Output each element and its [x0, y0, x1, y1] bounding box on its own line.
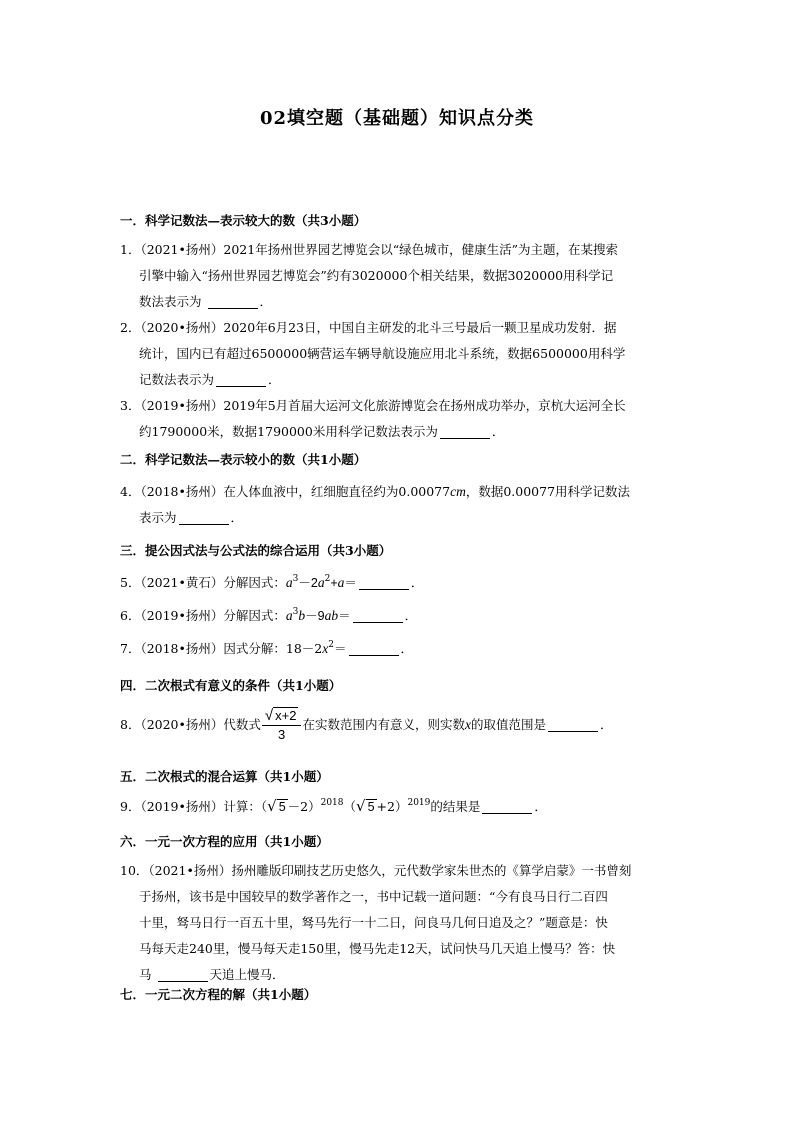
question-2	[120, 315, 680, 393]
math-var: a	[337, 575, 345, 590]
answer-blank[interactable]	[353, 608, 403, 623]
question-text: 记数法表示为	[139, 372, 215, 387]
punctuation: ．	[534, 799, 547, 814]
question-text: 约1790000米，数据1790000米用科学记数法表示为	[139, 424, 438, 439]
math-op: －9	[305, 609, 325, 623]
answer-blank[interactable]	[158, 967, 208, 982]
exponent: 3	[292, 574, 299, 584]
exponent: 2	[324, 574, 331, 584]
exponent: 2	[328, 640, 334, 650]
section-heading: 一．科学记数法—表示较大的数（共3小题）	[120, 213, 367, 228]
question-text: 表示为	[139, 510, 177, 525]
punctuation: ．	[230, 510, 244, 525]
answer-blank[interactable]	[179, 510, 229, 525]
question-text: 3．（2019•扬州）2019年5月首届大运河文化旅游博览会在扬州成功举办，京杭大运河全长	[120, 398, 626, 413]
math-var: x	[464, 717, 471, 732]
question-text: 马每天走240里，慢马每天走150里，慢马先走12天，试问快马几天追上慢马？答：快	[139, 941, 616, 956]
exponent: 3	[292, 607, 299, 617]
exponent: 2019	[407, 798, 431, 808]
punctuation: ．	[400, 641, 414, 656]
answer-blank[interactable]	[548, 717, 598, 732]
radicand: 5	[278, 800, 286, 814]
question-text: ，数据0.00077用科学记数法	[465, 484, 631, 499]
question-text: 十里，驽马日行一百五十里，驽马先行一十二日，问良马几何日追及之？”题意是：快	[139, 915, 608, 930]
answer-blank[interactable]	[440, 424, 490, 439]
exponent: 2018	[320, 798, 344, 808]
section-heading: 四．二次根式有意义的条件（共1小题）	[120, 678, 342, 693]
answer-blank[interactable]	[208, 294, 258, 309]
question-text: 马	[139, 967, 152, 982]
question-7	[120, 636, 680, 662]
sqrt: √ 5	[267, 797, 286, 815]
math-op: ＝	[333, 641, 347, 656]
punctuation: ．	[491, 424, 505, 439]
math-op: +	[330, 576, 338, 590]
punctuation: ．	[404, 608, 418, 623]
answer-blank[interactable]	[359, 575, 409, 590]
question-6	[120, 603, 680, 629]
question-text: 7．（2018•扬州）因式分解：18－2	[120, 641, 323, 656]
question-9	[120, 793, 680, 820]
section-heading: 六．一元一次方程的应用（共1小题）	[120, 834, 329, 849]
sqrt: √ x+2	[264, 707, 297, 724]
question-8	[120, 705, 680, 745]
question-text: 4．（2018•扬州）在人体血液中，红细胞直径约为0.00077	[120, 484, 451, 499]
punctuation: ．	[259, 294, 273, 309]
punctuation: ．	[268, 372, 281, 387]
math-op: －2	[298, 576, 318, 590]
question-text: 9．（2019•扬州）计算：（	[120, 799, 268, 814]
question-text: 引擎中输入“扬州世界园艺博览会”约有3020000个相关结果，数据3020000用科学记	[139, 268, 614, 283]
question-1	[120, 237, 680, 315]
answer-blank[interactable]	[349, 641, 399, 656]
math-var: a	[285, 608, 293, 623]
math-var: b	[298, 608, 306, 623]
question-text: 数法表示为	[139, 294, 202, 309]
punctuation: ．	[410, 575, 424, 590]
question-10	[120, 858, 680, 988]
math-op: ＝	[338, 608, 351, 623]
section-heading: 七．一元二次方程的解（共1小题）	[120, 987, 317, 1002]
math-var: a	[317, 575, 325, 590]
math-op: +2）	[376, 799, 408, 814]
answer-blank[interactable]	[482, 799, 532, 814]
page-title: 02填空题（基础题）知识点分类	[259, 108, 535, 129]
math-op: ＝	[344, 575, 357, 590]
math-op: （	[343, 799, 357, 814]
question-text: 的取值范围是	[470, 717, 546, 732]
question-text: 在实数范围内有意义，则实数	[302, 717, 465, 732]
answer-blank[interactable]	[216, 372, 266, 387]
fraction	[262, 707, 302, 744]
math-var: a	[285, 575, 293, 590]
radicand: 5	[367, 800, 375, 814]
question-text: 1．（2021•扬州）2021年扬州世界园艺博览会以“绿色城市，健康生活”为主题，在某搜索	[120, 242, 618, 257]
sqrt: √ 5	[356, 797, 375, 815]
question-text: 6．（2019•扬州）分解因式：	[120, 608, 286, 623]
question-text: 2．（2020•扬州）2020年6月23日，中国自主研发的北斗三号最后一颗卫星成功发射．据	[120, 320, 617, 335]
question-text: 8．（2020•扬州）代数式	[120, 717, 261, 732]
question-text: 10．（2021•扬州）扬州雕版印刷技艺历史悠久，元代数学家朱世杰的《算学启蒙》一书曾刻	[120, 863, 632, 878]
question-text: 5．（2021•黄石）分解因式：	[120, 575, 286, 590]
math-var: x	[322, 641, 329, 656]
math-op: －2）	[287, 799, 321, 814]
question-text: 的结果是	[430, 799, 481, 814]
question-4	[120, 479, 680, 531]
question-text: 天追上慢马．	[209, 967, 285, 982]
denominator: 3	[278, 727, 286, 742]
radicand: x+2	[275, 708, 297, 723]
question-5	[120, 570, 680, 596]
math-var: ab	[324, 608, 339, 623]
section-heading: 三．提公因式法与公式法的综合运用（共3小题）	[120, 543, 392, 558]
punctuation: ．	[599, 717, 613, 732]
section-heading: 二．科学记数法—表示较小的数（共1小题）	[120, 452, 367, 467]
section-heading: 五．二次根式的混合运算（共1小题）	[120, 769, 329, 784]
question-text: 于扬州，该书是中国较早的数学著作之一，书中记载一道问题：“今有良马日行二百四	[139, 889, 608, 904]
unit: cm	[450, 484, 466, 499]
question-text: 统计，国内已有超过6500000辆营运车辆导航设施应用北斗系统，数据6500000用科学	[139, 346, 626, 361]
question-3	[120, 393, 680, 445]
